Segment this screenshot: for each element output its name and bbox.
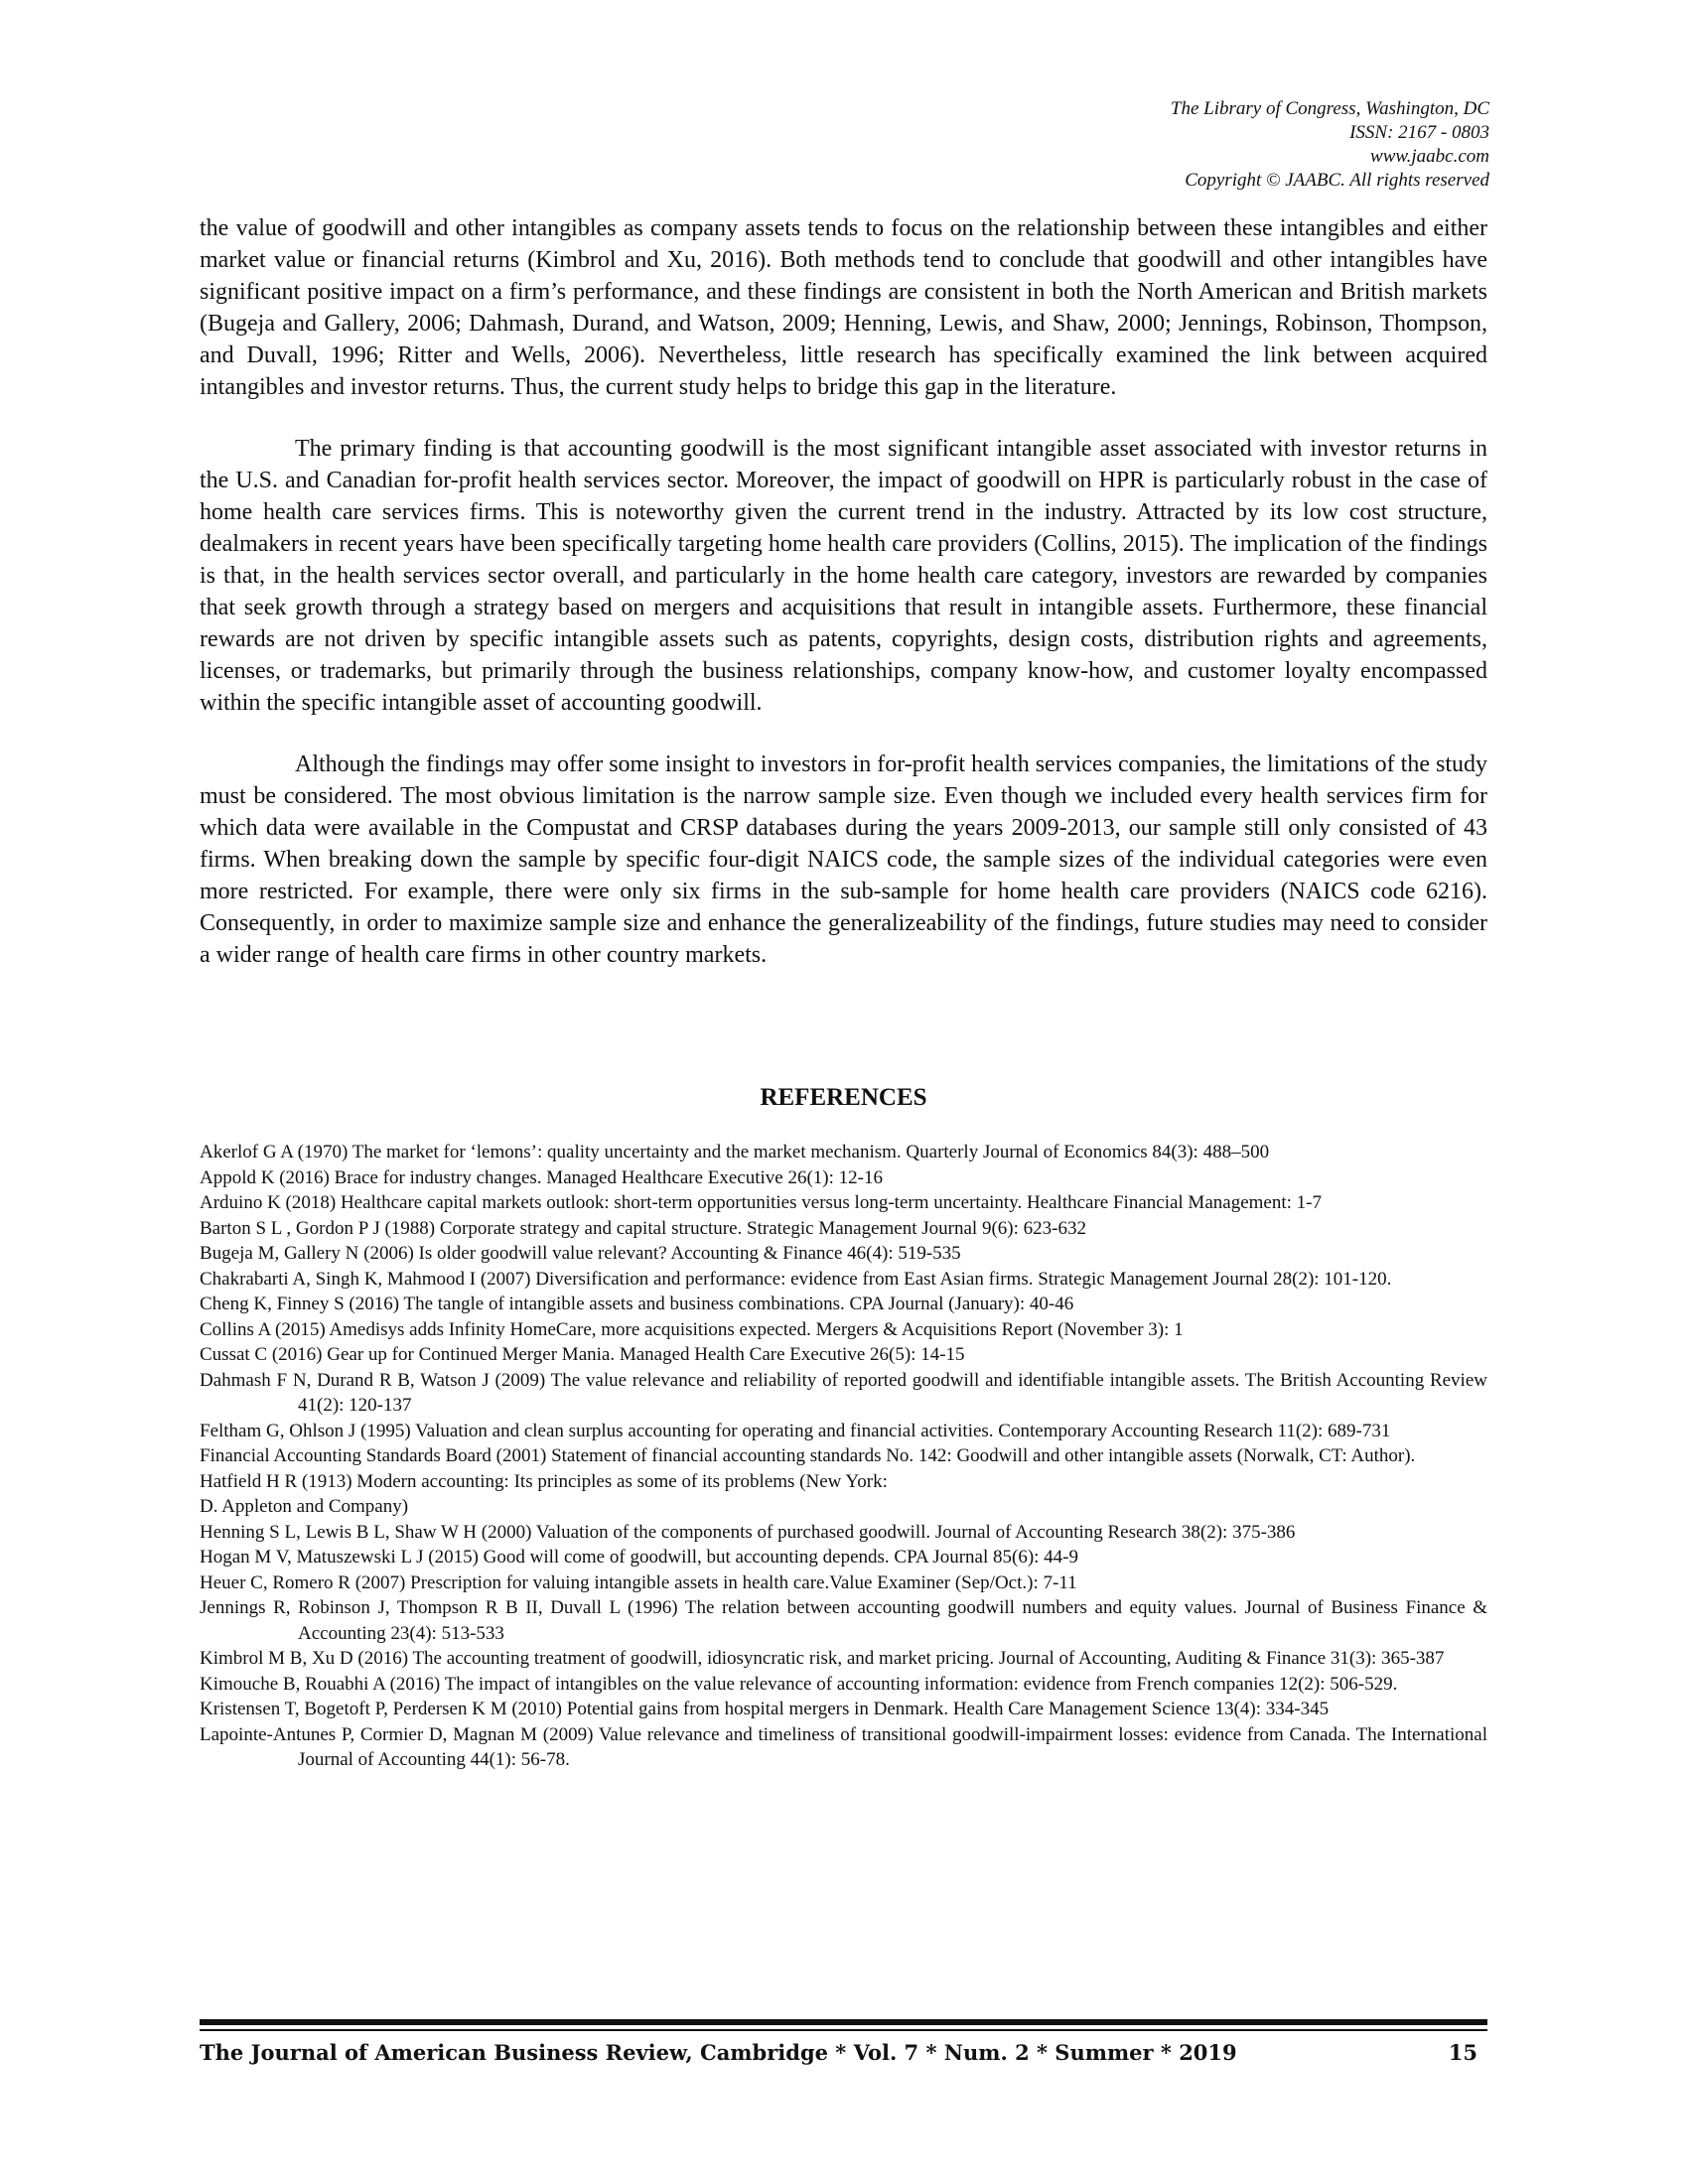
reference-item: Henning S L, Lewis B L, Shaw W H (2000) Valuation of the components of purchased goodwill. Journal of Accounting Research 38(2): 375-386 xyxy=(200,1521,1296,1543)
reference-item: Financial Accounting Standards Board (2001) Statement of financial accounting standards No. 142: Goodwill and other intangible assets (Norwalk, CT: Author). xyxy=(200,1445,1416,1466)
page-header xyxy=(794,97,1489,193)
reference-item: Akerlof G A (1970) The market for ‘lemons’: quality uncertainty and the market mechanism. Quarterly Journal of Economics 84(3): 488–500 xyxy=(200,1142,1270,1162)
paragraph: The primary finding is that accounting goodwill is the most significant intangible asset associated with investor returns in the U.S. and Canadian for-profit health services sector. Moreover, the impact of goodwill on HPR is particularly robust in the case of home health care services firms. This is noteworthy given the current trend in the industry. Attracted by its low cost structure, dealmakers in recent years have been specifically targeting home health care providers (Collins, 2015). The implication of the findings is that, in the health services sector overall, and particularly in the home health care category, investors are rewarded by companies that seek growth through a strategy based on mergers and acquisitions that result in intangible assets. Furthermore, these financial rewards are not driven by specific intangible assets such as patents, copyrights, design costs, distribution rights and agreements, licenses, or trademarks, but primarily through the business relationships, company know-how, and customer loyalty encompassed within the specific intangible asset of accounting goodwill. xyxy=(200,436,1487,716)
page-footer xyxy=(200,2040,1487,2074)
reference-item: Lapointe-Antunes P, Cormier D, Magnan M (2009) Value relevance and timeliness of transitional goodwill-impairment losses: evidence from Canada. The International Journal of Accounting 44(1): 56-78. xyxy=(200,1723,1487,1770)
reference-item: Arduino K (2018) Healthcare capital markets outlook: short-term opportunities versus long-term uncertainty. Healthcare Financial Management: 1-7 xyxy=(200,1192,1322,1213)
reference-item: Barton S L , Gordon P J (1988) Corporate strategy and capital structure. Strategic Management Journal 9(6): 623-632 xyxy=(200,1217,1086,1239)
header-website-line: www.jaabc.com xyxy=(1370,146,1489,167)
header-copyright-line: Copyright © JAABC. All rights reserved xyxy=(1185,170,1489,191)
reference-item: Kimouche B, Rouabhi A (2016) The impact of intangibles on the value relevance of accounting information: evidence from French companies 12(2): 506-529. xyxy=(200,1673,1398,1695)
header-library-line: The Library of Congress, Washington, DC xyxy=(1170,98,1489,119)
reference-item: Chakrabarti A, Singh K, Mahmood I (2007) Diversification and performance: evidence from East Asian firms. Strategic Management Journal 28(2): 101-120. xyxy=(200,1268,1392,1290)
reference-item: Heuer C, Romero R (2007) Prescription for valuing intangible assets in health care.Value Examiner (Sep/Oct.): 7-11 xyxy=(200,1571,1077,1593)
reference-item: Jennings R, Robinson J, Thompson R B II, Duvall L (1996) The relation between accounting goodwill numbers and equity values. Journal of Business Finance & Accounting 23(4): 513-533 xyxy=(200,1597,1487,1644)
reference-item: Kristensen T, Bogetoft P, Perdersen K M (2010) Potential gains from hospital mergers in Denmark. Health Care Management Science 13(4): 334-345 xyxy=(200,1699,1330,1719)
reference-item: D. Appleton and Company) xyxy=(200,1496,409,1517)
footer-divider xyxy=(200,2029,1487,2031)
reference-item: Bugeja M, Gallery N (2006) Is older goodwill value relevant? Accounting & Finance 46(4): 519-535 xyxy=(200,1243,961,1264)
reference-item: Hogan M V, Matuszewski L J (2015) Good will come of goodwill, but accounting depends. CPA Journal 85(6): 44-9 xyxy=(200,1547,1079,1568)
body-text xyxy=(200,212,1487,1001)
references-heading: REFERENCES xyxy=(760,1084,927,1111)
references-list xyxy=(200,1140,1487,1773)
page-number: 15 xyxy=(1448,2040,1477,2065)
footer-journal-title: The Journal of American Business Review, Cambridge * Vol. 7 * Num. 2 * Summer * 2019 xyxy=(200,2040,1237,2065)
reference-item: Kimbrol M B, Xu D (2016) The accounting treatment of goodwill, idiosyncratic risk, and market pricing. Journal of Accounting, Auditing & Finance 31(3): 365-387 xyxy=(200,1648,1445,1669)
paragraph: Although the findings may offer some insight to investors in for-profit health services companies, the limitations of the study must be considered. The most obvious limitation is the narrow sample size. Even though we included every health services firm for which data were available in the Compustat and CRSP databases during the years 2009-2013, our sample still only consisted of 43 firms. When breaking down the sample by specific four-digit NAICS code, the sample sizes of the individual categories were even more restricted. For example, there were only six firms in the sub-sample for home health care providers (NAICS code 6216). Consequently, in order to maximize sample size and enhance the generalizeability of the findings, future studies may need to consider a wider range of health care firms in other country markets. xyxy=(200,751,1487,968)
reference-item: Appold K (2016) Brace for industry changes. Managed Healthcare Executive 26(1): 12-16 xyxy=(200,1166,883,1188)
header-issn-line: ISSN: 2167 - 0803 xyxy=(1349,122,1489,143)
paragraph: the value of goodwill and other intangibles as company assets tends to focus on the relationship between these intangibles and either market value or financial returns (Kimbrol and Xu, 2016). Both methods tend to conclude that goodwill and other intangibles have significant positive impact on a firm’s performance, and these findings are consistent in both the North American and British markets (Bugeja and Gallery, 2006; Dahmash, Durand, and Watson, 2009; Henning, Lewis, and Shaw, 2000; Jennings, Robinson, Thompson, and Duvall, 1996; Ritter and Wells, 2006). Nevertheless, little research has specifically examined the link between acquired intangibles and investor returns. Thus, the current study helps to bridge this gap in the literature. xyxy=(200,215,1487,400)
reference-item: Dahmash F N, Durand R B, Watson J (2009) The value relevance and reliability of reported goodwill and identifiable intangible assets. The British Accounting Review 41(2): 120-137 xyxy=(200,1369,1487,1416)
reference-item: Cussat C (2016) Gear up for Continued Merger Mania. Managed Health Care Executive 26(5): 14-15 xyxy=(200,1344,965,1365)
reference-item: Collins A (2015) Amedisys adds Infinity HomeCare, more acquisitions expected. Mergers & Acquisitions Report (November 3): 1 xyxy=(200,1318,1184,1340)
reference-item: Hatfield H R (1913) Modern accounting: Its principles as some of its problems (New York: xyxy=(200,1470,888,1492)
footer-divider xyxy=(200,2019,1487,2025)
reference-item: Feltham G, Ohlson J (1995) Valuation and clean surplus accounting for operating and financial activities. Contemporary Accounting Research 11(2): 689-731 xyxy=(200,1420,1391,1441)
reference-item: Cheng K, Finney S (2016) The tangle of intangible assets and business combinations. CPA Journal (January): 40-46 xyxy=(200,1294,1074,1314)
